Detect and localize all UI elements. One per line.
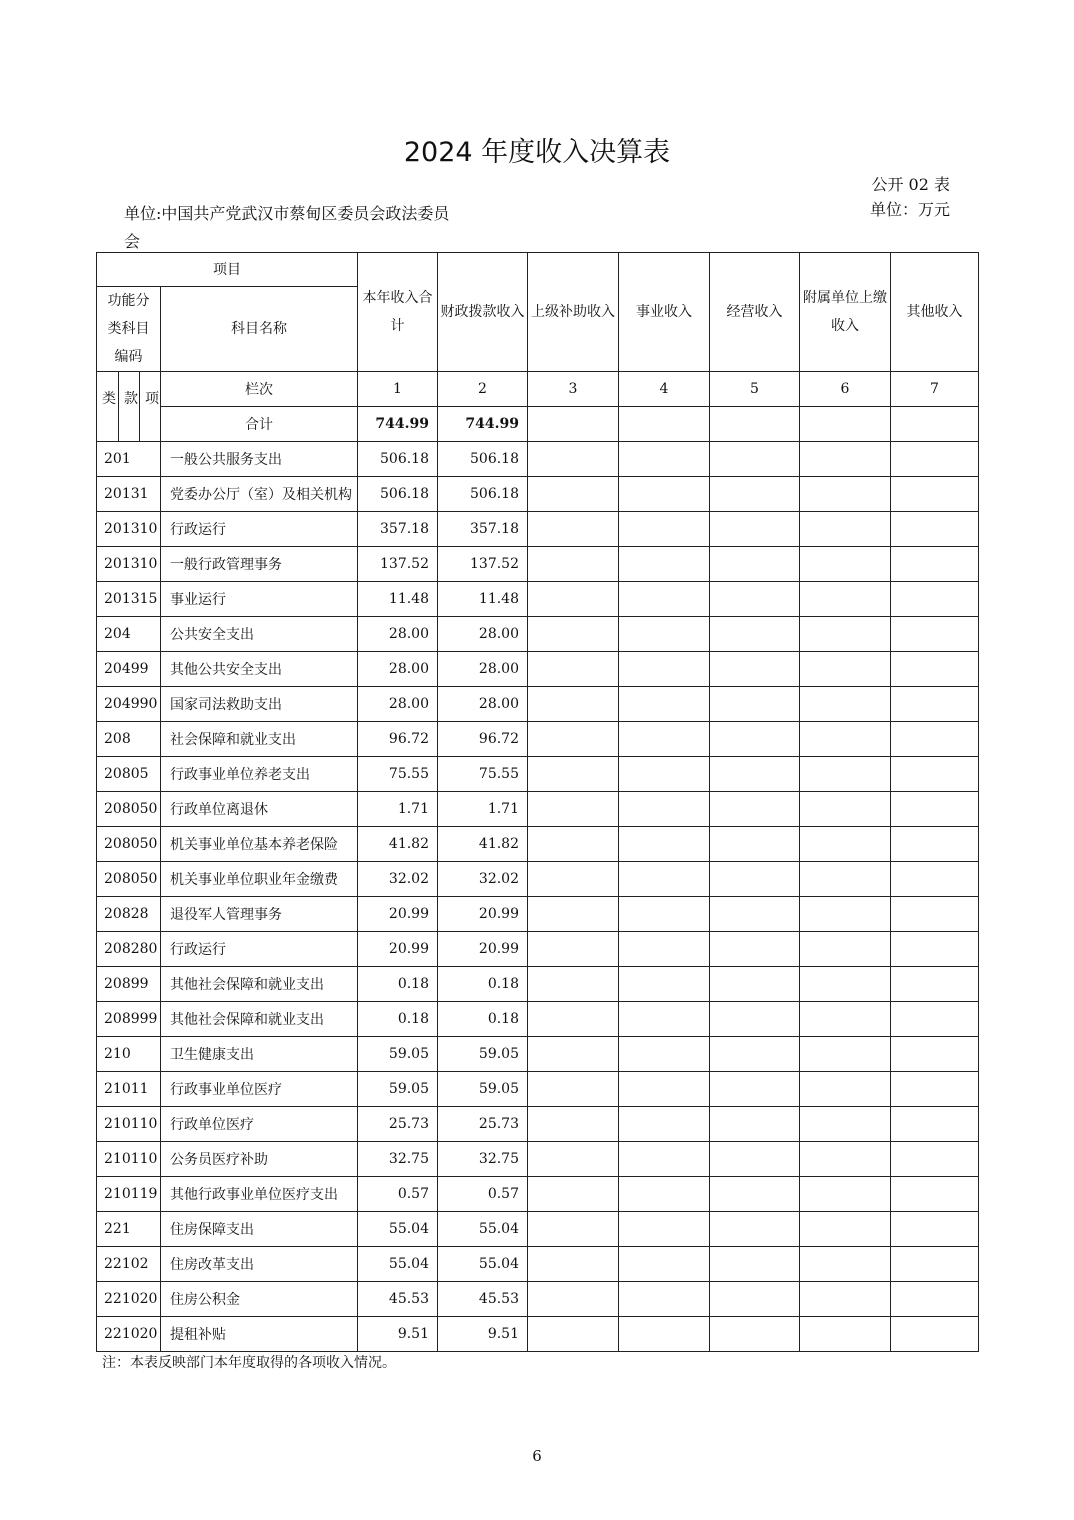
row-name: 提租补贴 — [161, 1317, 358, 1352]
row-operation — [710, 687, 800, 722]
row-operation — [710, 1317, 800, 1352]
row-superior — [528, 792, 619, 827]
row-business — [619, 757, 710, 792]
table-row — [97, 617, 979, 652]
row-affiliated — [800, 757, 891, 792]
row-operation — [710, 862, 800, 897]
row-total: 0.18 — [358, 1002, 438, 1037]
row-operation — [710, 1212, 800, 1247]
row-fiscal: 59.05 — [438, 1072, 528, 1107]
row-operation — [710, 1247, 800, 1282]
table-row — [97, 652, 979, 687]
header-col-total: 本年收入合计 — [358, 253, 438, 372]
table-row — [97, 897, 979, 932]
table-row — [97, 722, 979, 757]
row-total: 75.55 — [358, 757, 438, 792]
row-affiliated — [800, 512, 891, 547]
row-operation — [710, 827, 800, 862]
table-row — [97, 1282, 979, 1317]
row-fiscal: 0.57 — [438, 1177, 528, 1212]
row-superior — [528, 1247, 619, 1282]
row-superior — [528, 1072, 619, 1107]
row-operation — [710, 722, 800, 757]
total-other — [891, 407, 979, 442]
row-affiliated — [800, 722, 891, 757]
row-code: 201310 — [97, 512, 161, 547]
row-affiliated — [800, 1072, 891, 1107]
unit-measure: 单位：万元 — [869, 200, 950, 219]
row-business — [619, 967, 710, 1002]
row-affiliated — [800, 687, 891, 722]
row-total: 9.51 — [358, 1317, 438, 1352]
row-other — [891, 652, 979, 687]
row-code: 210119 — [97, 1177, 161, 1212]
row-total: 20.99 — [358, 932, 438, 967]
footnote: 注：本表反映部门本年度取得的各项收入情况。 — [102, 1355, 396, 1371]
row-name: 公务员医疗补助 — [161, 1142, 358, 1177]
row-other — [891, 1212, 979, 1247]
row-name: 其他社会保障和就业支出 — [161, 1002, 358, 1037]
row-fiscal: 1.71 — [438, 792, 528, 827]
row-affiliated — [800, 1247, 891, 1282]
row-code: 208280 — [97, 932, 161, 967]
table-row — [97, 967, 979, 1002]
row-fiscal: 32.75 — [438, 1142, 528, 1177]
total-affiliated — [800, 407, 891, 442]
row-name: 公共安全支出 — [161, 617, 358, 652]
header-col-operation: 经营收入 — [710, 253, 800, 372]
row-fiscal: 28.00 — [438, 652, 528, 687]
row-operation — [710, 897, 800, 932]
row-business — [619, 792, 710, 827]
row-other — [891, 967, 979, 1002]
row-superior — [528, 1037, 619, 1072]
row-affiliated — [800, 442, 891, 477]
row-business — [619, 1037, 710, 1072]
row-business — [619, 617, 710, 652]
row-affiliated — [800, 477, 891, 512]
row-other — [891, 757, 979, 792]
row-affiliated — [800, 1282, 891, 1317]
row-business — [619, 1317, 710, 1352]
row-operation — [710, 1107, 800, 1142]
row-affiliated — [800, 547, 891, 582]
row-total: 59.05 — [358, 1072, 438, 1107]
col-index-4: 4 — [619, 372, 710, 407]
header-lei-kuan-xiang — [97, 372, 161, 442]
table-row — [97, 1037, 979, 1072]
table-row — [97, 1142, 979, 1177]
row-other — [891, 512, 979, 547]
total-superior — [528, 407, 619, 442]
row-fiscal: 25.73 — [438, 1107, 528, 1142]
row-fiscal: 20.99 — [438, 897, 528, 932]
row-superior — [528, 967, 619, 1002]
row-code: 201310 — [97, 547, 161, 582]
row-name: 行政运行 — [161, 512, 358, 547]
row-other — [891, 582, 979, 617]
row-code: 22102 — [97, 1247, 161, 1282]
row-affiliated — [800, 1107, 891, 1142]
row-business — [619, 442, 710, 477]
row-total: 41.82 — [358, 827, 438, 862]
row-code: 221020 — [97, 1317, 161, 1352]
row-fiscal: 137.52 — [438, 547, 528, 582]
row-operation — [710, 652, 800, 687]
row-fiscal: 357.18 — [438, 512, 528, 547]
table-row — [97, 1247, 979, 1282]
table-row — [97, 687, 979, 722]
table-row — [97, 442, 979, 477]
header-kuan: 款 — [124, 391, 138, 407]
row-operation — [710, 792, 800, 827]
header-col-fiscal: 财政拨款收入 — [438, 253, 528, 372]
table-row — [97, 1317, 979, 1352]
row-superior — [528, 1002, 619, 1037]
row-operation — [710, 512, 800, 547]
total-fiscal: 744.99 — [438, 407, 528, 442]
row-business — [619, 512, 710, 547]
row-other — [891, 477, 979, 512]
row-other — [891, 1282, 979, 1317]
row-code: 208050 — [97, 792, 161, 827]
row-total: 506.18 — [358, 477, 438, 512]
row-name: 卫生健康支出 — [161, 1037, 358, 1072]
row-other — [891, 1247, 979, 1282]
row-superior — [528, 862, 619, 897]
page-title: 2024 年度收入决算表 — [403, 137, 671, 168]
row-affiliated — [800, 617, 891, 652]
row-code: 221 — [97, 1212, 161, 1247]
table-row — [97, 792, 979, 827]
row-fiscal: 75.55 — [438, 757, 528, 792]
row-business — [619, 862, 710, 897]
row-other — [891, 792, 979, 827]
row-superior — [528, 652, 619, 687]
row-fiscal: 96.72 — [438, 722, 528, 757]
row-affiliated — [800, 1212, 891, 1247]
row-name: 行政事业单位养老支出 — [161, 757, 358, 792]
form-number: 公开 02 表 — [871, 175, 950, 194]
row-total: 55.04 — [358, 1212, 438, 1247]
row-total: 506.18 — [358, 442, 438, 477]
header-col-superior: 上级补助收入 — [528, 253, 619, 372]
row-business — [619, 1282, 710, 1317]
row-affiliated — [800, 827, 891, 862]
row-fiscal: 0.18 — [438, 967, 528, 1002]
page-number: 6 — [532, 1447, 542, 1465]
row-code: 204 — [97, 617, 161, 652]
row-superior — [528, 617, 619, 652]
row-other — [891, 932, 979, 967]
row-other — [891, 442, 979, 477]
row-name: 退役军人管理事务 — [161, 897, 358, 932]
row-superior — [528, 477, 619, 512]
row-other — [891, 862, 979, 897]
row-total: 0.18 — [358, 967, 438, 1002]
row-business — [619, 827, 710, 862]
row-fiscal: 506.18 — [438, 477, 528, 512]
row-operation — [710, 967, 800, 1002]
row-superior — [528, 757, 619, 792]
row-total: 96.72 — [358, 722, 438, 757]
row-superior — [528, 932, 619, 967]
row-total: 20.99 — [358, 897, 438, 932]
row-superior — [528, 1212, 619, 1247]
row-operation — [710, 1282, 800, 1317]
row-superior — [528, 897, 619, 932]
total-business — [619, 407, 710, 442]
col-index-1: 1 — [358, 372, 438, 407]
row-business — [619, 897, 710, 932]
row-other — [891, 1002, 979, 1037]
row-code: 210110 — [97, 1142, 161, 1177]
row-total: 28.00 — [358, 617, 438, 652]
row-code: 20899 — [97, 967, 161, 1002]
row-other — [891, 1317, 979, 1352]
col-index-7: 7 — [891, 372, 979, 407]
row-name: 机关事业单位职业年金缴费 — [161, 862, 358, 897]
row-superior — [528, 1317, 619, 1352]
table-row — [97, 1212, 979, 1247]
row-superior — [528, 1177, 619, 1212]
row-other — [891, 1072, 979, 1107]
row-business — [619, 477, 710, 512]
row-operation — [710, 442, 800, 477]
row-fiscal: 28.00 — [438, 687, 528, 722]
table-row — [97, 512, 979, 547]
row-other — [891, 687, 979, 722]
row-total: 0.57 — [358, 1177, 438, 1212]
row-code: 210 — [97, 1037, 161, 1072]
row-superior — [528, 687, 619, 722]
row-superior — [528, 582, 619, 617]
table-row — [97, 547, 979, 582]
header-col-other: 其他收入 — [891, 253, 979, 372]
row-fiscal: 55.04 — [438, 1247, 528, 1282]
row-affiliated — [800, 1142, 891, 1177]
row-total: 137.52 — [358, 547, 438, 582]
row-other — [891, 1107, 979, 1142]
row-superior — [528, 512, 619, 547]
income-table — [96, 252, 979, 1352]
row-name: 事业运行 — [161, 582, 358, 617]
row-code: 208 — [97, 722, 161, 757]
row-name: 一般公共服务支出 — [161, 442, 358, 477]
header-col-business: 事业收入 — [619, 253, 710, 372]
table-row — [97, 1002, 979, 1037]
row-code: 208050 — [97, 862, 161, 897]
row-superior — [528, 547, 619, 582]
row-code: 204990 — [97, 687, 161, 722]
row-total: 55.04 — [358, 1247, 438, 1282]
row-name: 住房公积金 — [161, 1282, 358, 1317]
row-name: 其他社会保障和就业支出 — [161, 967, 358, 1002]
row-operation — [710, 1142, 800, 1177]
row-superior — [528, 1107, 619, 1142]
row-business — [619, 1177, 710, 1212]
table-row — [97, 827, 979, 862]
row-operation — [710, 477, 800, 512]
row-other — [891, 722, 979, 757]
row-fiscal: 28.00 — [438, 617, 528, 652]
row-name: 行政单位医疗 — [161, 1107, 358, 1142]
row-business — [619, 1072, 710, 1107]
row-affiliated — [800, 1317, 891, 1352]
table-row — [97, 1107, 979, 1142]
row-business — [619, 722, 710, 757]
header-xiang: 项 — [145, 391, 159, 407]
total-operation — [710, 407, 800, 442]
row-total: 11.48 — [358, 582, 438, 617]
row-operation — [710, 582, 800, 617]
row-name: 行政运行 — [161, 932, 358, 967]
row-total: 25.73 — [358, 1107, 438, 1142]
row-other — [891, 827, 979, 862]
row-business — [619, 1142, 710, 1177]
row-code: 208050 — [97, 827, 161, 862]
row-fiscal: 59.05 — [438, 1037, 528, 1072]
total-all: 744.99 — [358, 407, 438, 442]
table-row — [97, 582, 979, 617]
row-code: 20828 — [97, 897, 161, 932]
header-lanci: 栏次 — [161, 372, 358, 407]
row-affiliated — [800, 582, 891, 617]
table-row — [97, 477, 979, 512]
row-operation — [710, 1002, 800, 1037]
row-operation — [710, 1037, 800, 1072]
row-code: 210110 — [97, 1107, 161, 1142]
row-total: 28.00 — [358, 652, 438, 687]
row-name: 社会保障和就业支出 — [161, 722, 358, 757]
row-affiliated — [800, 897, 891, 932]
col-index-3: 3 — [528, 372, 619, 407]
row-fiscal: 9.51 — [438, 1317, 528, 1352]
col-index-2: 2 — [438, 372, 528, 407]
row-affiliated — [800, 792, 891, 827]
row-other — [891, 1142, 979, 1177]
table-row — [97, 862, 979, 897]
row-operation — [710, 547, 800, 582]
row-affiliated — [800, 862, 891, 897]
row-code: 20805 — [97, 757, 161, 792]
row-name: 一般行政管理事务 — [161, 547, 358, 582]
row-total: 45.53 — [358, 1282, 438, 1317]
row-name: 党委办公厅（室）及相关机构 — [161, 477, 358, 512]
row-affiliated — [800, 967, 891, 1002]
row-total: 59.05 — [358, 1037, 438, 1072]
row-code: 208999 — [97, 1002, 161, 1037]
header-func-code: 功能分类科目编码 — [97, 287, 161, 372]
row-operation — [710, 1177, 800, 1212]
row-name: 行政单位离退休 — [161, 792, 358, 827]
row-fiscal: 55.04 — [438, 1212, 528, 1247]
row-other — [891, 547, 979, 582]
row-business — [619, 652, 710, 687]
row-total: 357.18 — [358, 512, 438, 547]
row-operation — [710, 757, 800, 792]
row-other — [891, 617, 979, 652]
row-name: 其他行政事业单位医疗支出 — [161, 1177, 358, 1212]
row-business — [619, 1002, 710, 1037]
row-operation — [710, 617, 800, 652]
row-superior — [528, 722, 619, 757]
row-business — [619, 582, 710, 617]
row-name: 住房保障支出 — [161, 1212, 358, 1247]
row-code: 20131 — [97, 477, 161, 512]
row-superior — [528, 1142, 619, 1177]
header-project: 项目 — [97, 253, 358, 287]
header-col-affiliated: 附属单位上缴收入 — [800, 253, 891, 372]
row-code: 201 — [97, 442, 161, 477]
row-name: 国家司法救助支出 — [161, 687, 358, 722]
row-affiliated — [800, 932, 891, 967]
row-business — [619, 1107, 710, 1142]
row-fiscal: 45.53 — [438, 1282, 528, 1317]
row-total: 28.00 — [358, 687, 438, 722]
row-business — [619, 547, 710, 582]
table-row — [97, 1072, 979, 1107]
row-name: 机关事业单位基本养老保险 — [161, 827, 358, 862]
row-operation — [710, 1072, 800, 1107]
row-total: 32.75 — [358, 1142, 438, 1177]
row-affiliated — [800, 652, 891, 687]
header-lei: 类 — [102, 391, 116, 407]
row-other — [891, 897, 979, 932]
row-superior — [528, 827, 619, 862]
row-fiscal: 41.82 — [438, 827, 528, 862]
row-superior — [528, 1282, 619, 1317]
row-total: 1.71 — [358, 792, 438, 827]
row-superior — [528, 442, 619, 477]
row-business — [619, 1247, 710, 1282]
row-affiliated — [800, 1177, 891, 1212]
table-row — [97, 932, 979, 967]
row-affiliated — [800, 1002, 891, 1037]
table-row — [97, 1177, 979, 1212]
row-business — [619, 687, 710, 722]
table-row — [97, 757, 979, 792]
row-code: 21011 — [97, 1072, 161, 1107]
row-total: 32.02 — [358, 862, 438, 897]
row-name: 行政事业单位医疗 — [161, 1072, 358, 1107]
total-label: 合计 — [161, 407, 358, 442]
col-index-5: 5 — [710, 372, 800, 407]
header-subject-name: 科目名称 — [161, 287, 358, 372]
row-business — [619, 1212, 710, 1247]
row-fiscal: 32.02 — [438, 862, 528, 897]
row-code: 201315 — [97, 582, 161, 617]
row-code: 221020 — [97, 1282, 161, 1317]
row-name: 其他公共安全支出 — [161, 652, 358, 687]
unit-name: 单位:中国共产党武汉市蔡甸区委员会政法委员会 — [124, 204, 450, 251]
row-fiscal: 20.99 — [438, 932, 528, 967]
row-other — [891, 1177, 979, 1212]
row-other — [891, 1037, 979, 1072]
row-fiscal: 506.18 — [438, 442, 528, 477]
row-fiscal: 0.18 — [438, 1002, 528, 1037]
row-business — [619, 932, 710, 967]
row-fiscal: 11.48 — [438, 582, 528, 617]
row-name: 住房改革支出 — [161, 1247, 358, 1282]
row-operation — [710, 932, 800, 967]
row-code: 20499 — [97, 652, 161, 687]
col-index-6: 6 — [800, 372, 891, 407]
row-affiliated — [800, 1037, 891, 1072]
